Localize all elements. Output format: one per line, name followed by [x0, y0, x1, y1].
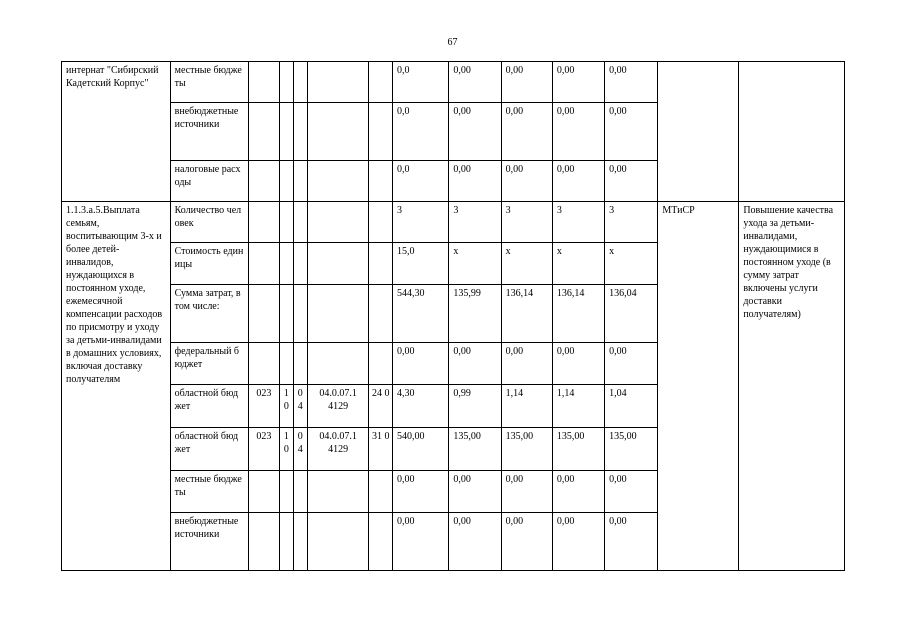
year1-cell: 135,99 [449, 285, 501, 343]
csr-cell: 04.0.07.1 4129 [307, 428, 368, 471]
year3-cell: 0,00 [552, 471, 604, 513]
year4-cell: 0,00 [605, 513, 658, 571]
grbs-cell [248, 513, 280, 571]
pr-cell [293, 471, 307, 513]
grbs-cell [248, 103, 280, 161]
year2-cell: 136,14 [501, 285, 552, 343]
year4-cell: 136,04 [605, 285, 658, 343]
pr-cell: 0 4 [293, 385, 307, 428]
year1-cell: 0,00 [449, 513, 501, 571]
funding-source-cell: Стоимость единицы [170, 243, 248, 285]
csr-cell [307, 243, 368, 285]
vr-cell [369, 62, 393, 103]
year4-cell: 0,00 [605, 103, 658, 161]
year2-cell: 0,00 [501, 103, 552, 161]
rz-cell [280, 243, 293, 285]
year1-cell: х [449, 243, 501, 285]
csr-cell [307, 513, 368, 571]
rz-cell: 1 0 [280, 385, 293, 428]
year3-cell: 3 [552, 202, 604, 243]
year2-cell: 3 [501, 202, 552, 243]
program-table [61, 61, 845, 571]
funding-source-cell: внебюджетные источники [170, 103, 248, 161]
year3-cell: 0,00 [552, 161, 604, 202]
grbs-cell [248, 161, 280, 202]
year1-cell: 0,00 [449, 62, 501, 103]
funding-source-cell: внебюджетные источники [170, 513, 248, 571]
result-cell [739, 62, 845, 202]
total-cell: 0,00 [392, 343, 448, 385]
vr-cell [369, 471, 393, 513]
vr-cell [369, 513, 393, 571]
grbs-cell [248, 343, 280, 385]
year1-cell: 135,00 [449, 428, 501, 471]
year2-cell: 0,00 [501, 161, 552, 202]
grbs-cell [248, 202, 280, 243]
vr-cell: 24 0 [369, 385, 393, 428]
total-cell: 4,30 [392, 385, 448, 428]
funding-source-cell: Количество человек [170, 202, 248, 243]
year4-cell: 0,00 [605, 161, 658, 202]
total-cell: 0,00 [392, 471, 448, 513]
measure-name-cell: 1.1.3.а.5.Выплата семьям, воспитывающим 3-х и более детей-инвалидов, нуждающихся в постоянном уходе, ежемесячной компенсации расходов по присмотру и уходу за детьми-инвалидами в домашних условиях, включая доставку получателям [62, 202, 171, 571]
executor-cell: МТиСР [658, 202, 739, 571]
year3-cell: 0,00 [552, 513, 604, 571]
year1-cell: 0,00 [449, 103, 501, 161]
year2-cell: 0,00 [501, 62, 552, 103]
year2-cell: 0,00 [501, 513, 552, 571]
vr-cell [369, 285, 393, 343]
year3-cell: 135,00 [552, 428, 604, 471]
total-cell: 0,0 [392, 161, 448, 202]
total-cell: 0,0 [392, 103, 448, 161]
csr-cell [307, 471, 368, 513]
year2-cell: 0,00 [501, 471, 552, 513]
funding-source-cell: федеральный бюджет [170, 343, 248, 385]
table-row [62, 202, 845, 243]
year3-cell: 136,14 [552, 285, 604, 343]
table-row [62, 62, 845, 103]
csr-cell [307, 161, 368, 202]
year4-cell: 0,00 [605, 62, 658, 103]
year2-cell: 0,00 [501, 343, 552, 385]
year1-cell: 3 [449, 202, 501, 243]
total-cell: 544,30 [392, 285, 448, 343]
pr-cell [293, 62, 307, 103]
csr-cell: 04.0.07.1 4129 [307, 385, 368, 428]
rz-cell [280, 161, 293, 202]
year3-cell: х [552, 243, 604, 285]
year4-cell: 135,00 [605, 428, 658, 471]
csr-cell [307, 103, 368, 161]
vr-cell [369, 243, 393, 285]
vr-cell: 31 0 [369, 428, 393, 471]
rz-cell [280, 62, 293, 103]
result-cell: Повышение качества ухода за детьми-инвалидами, нуждающимися в постоянном уходе (в сумму затрат включены услуги доставки получателям) [739, 202, 845, 571]
pr-cell [293, 103, 307, 161]
rz-cell [280, 513, 293, 571]
year1-cell: 0,00 [449, 471, 501, 513]
vr-cell [369, 103, 393, 161]
year2-cell: 135,00 [501, 428, 552, 471]
csr-cell [307, 62, 368, 103]
funding-source-cell: местные бюджеты [170, 62, 248, 103]
total-cell: 3 [392, 202, 448, 243]
year4-cell: 3 [605, 202, 658, 243]
pr-cell [293, 243, 307, 285]
pr-cell: 0 4 [293, 428, 307, 471]
year2-cell: 1,14 [501, 385, 552, 428]
pr-cell [293, 161, 307, 202]
pr-cell [293, 285, 307, 343]
executor-cell [658, 62, 739, 202]
funding-source-cell: областной бюджет [170, 428, 248, 471]
year3-cell: 0,00 [552, 62, 604, 103]
year1-cell: 0,00 [449, 343, 501, 385]
year3-cell: 0,00 [552, 343, 604, 385]
year3-cell: 0,00 [552, 103, 604, 161]
rz-cell [280, 202, 293, 243]
rz-cell [280, 343, 293, 385]
pr-cell [293, 513, 307, 571]
csr-cell [307, 285, 368, 343]
year2-cell: х [501, 243, 552, 285]
total-cell: 540,00 [392, 428, 448, 471]
page-number: 67 [447, 37, 458, 48]
csr-cell [307, 202, 368, 243]
rz-cell [280, 103, 293, 161]
year1-cell: 0,00 [449, 161, 501, 202]
year4-cell: 1,04 [605, 385, 658, 428]
rz-cell [280, 471, 293, 513]
grbs-cell [248, 285, 280, 343]
funding-source-cell: налоговые расходы [170, 161, 248, 202]
year4-cell: 0,00 [605, 471, 658, 513]
measure-name-cell: интернат "Сибирский Кадетский Корпус" [62, 62, 171, 202]
year4-cell: 0,00 [605, 343, 658, 385]
rz-cell: 1 0 [280, 428, 293, 471]
year3-cell: 1,14 [552, 385, 604, 428]
total-cell: 15,0 [392, 243, 448, 285]
funding-source-cell: Сумма затрат, в том числе: [170, 285, 248, 343]
vr-cell [369, 343, 393, 385]
funding-source-cell: местные бюджеты [170, 471, 248, 513]
year4-cell: х [605, 243, 658, 285]
pr-cell [293, 343, 307, 385]
grbs-cell [248, 62, 280, 103]
total-cell: 0,0 [392, 62, 448, 103]
grbs-cell: 023 [248, 385, 280, 428]
vr-cell [369, 202, 393, 243]
rz-cell [280, 285, 293, 343]
year1-cell: 0,99 [449, 385, 501, 428]
total-cell: 0,00 [392, 513, 448, 571]
csr-cell [307, 343, 368, 385]
pr-cell [293, 202, 307, 243]
grbs-cell: 023 [248, 428, 280, 471]
funding-source-cell: областной бюджет [170, 385, 248, 428]
grbs-cell [248, 243, 280, 285]
grbs-cell [248, 471, 280, 513]
vr-cell [369, 161, 393, 202]
